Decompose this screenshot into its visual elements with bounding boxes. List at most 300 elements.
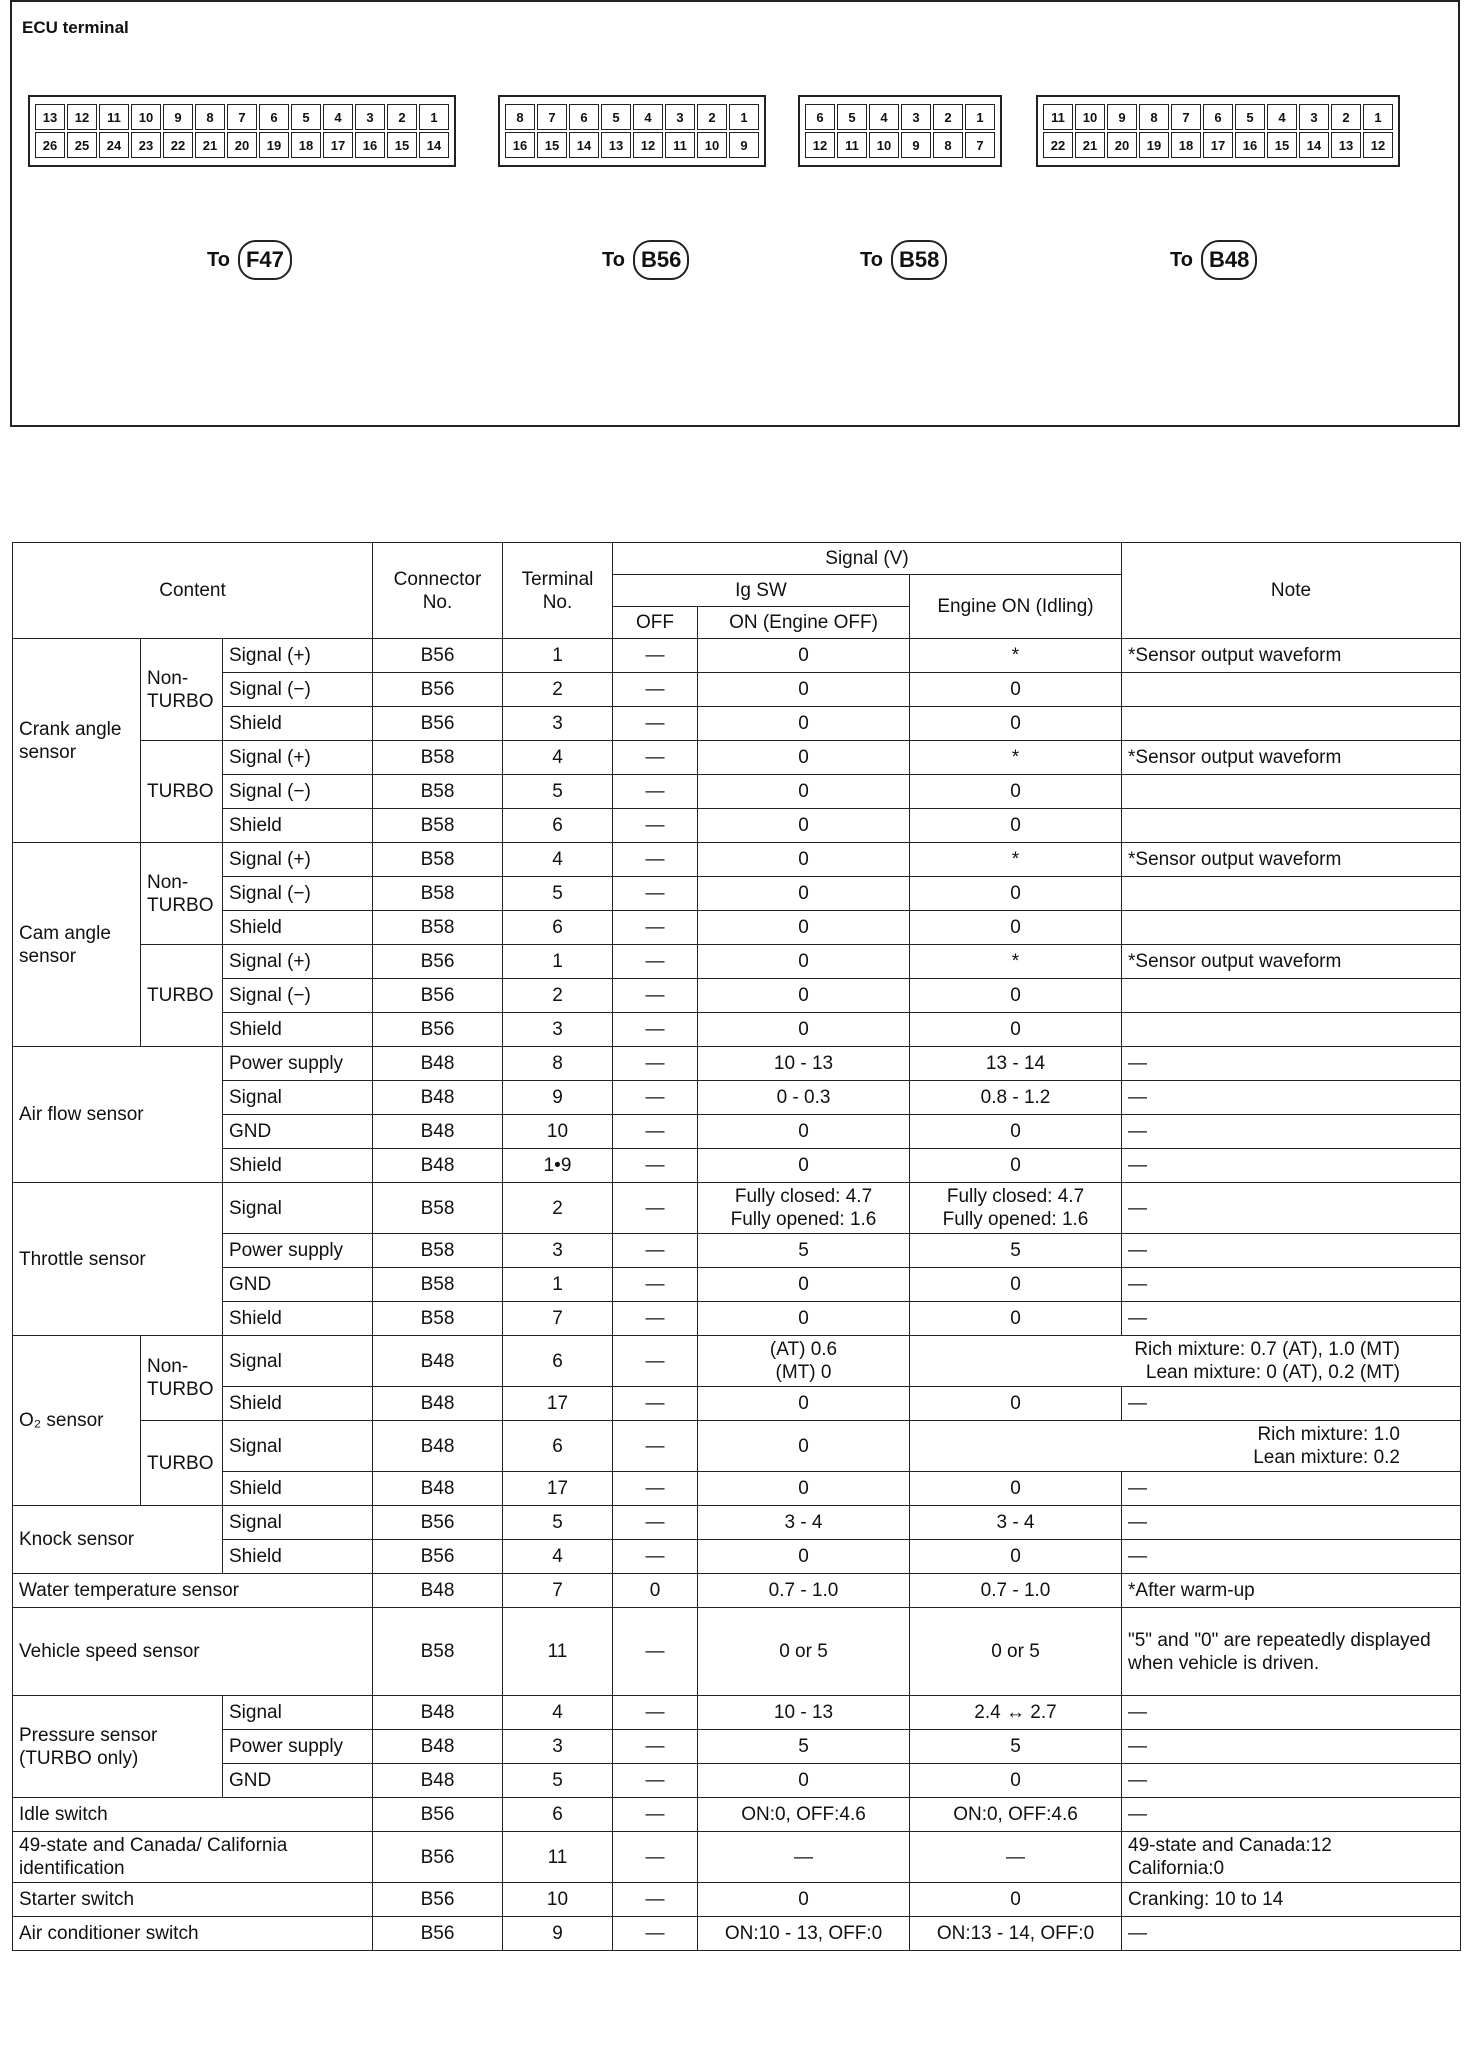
terminal-cell: 6 <box>503 809 613 843</box>
pin-row-top <box>504 103 760 131</box>
pin: 1 <box>419 104 449 130</box>
terminal-cell: 1 <box>503 945 613 979</box>
header-content: Content <box>13 543 373 639</box>
off-cell: — <box>613 979 698 1013</box>
pin: 26 <box>35 132 65 158</box>
pin-row-bottom <box>34 131 450 159</box>
pin: 4 <box>633 104 663 130</box>
terminal-cell: 11 <box>503 1832 613 1883</box>
pin: 15 <box>537 132 567 158</box>
pin-row-bottom <box>504 131 760 159</box>
pin: 8 <box>195 104 225 130</box>
connector-badge-b48: B48 <box>1201 240 1257 280</box>
item-cell: Shield <box>223 1540 373 1574</box>
table-body <box>13 639 1461 1951</box>
pin: 16 <box>505 132 535 158</box>
connector-cell: B58 <box>373 1608 503 1696</box>
pin: 16 <box>1235 132 1265 158</box>
connector-f47 <box>28 95 456 167</box>
table-row <box>13 1149 1461 1183</box>
table-row <box>13 1234 1461 1268</box>
on-engine-off-cell: 0 <box>698 1149 910 1183</box>
pin: 18 <box>1171 132 1201 158</box>
engine-on-cell: 0 <box>910 1540 1122 1574</box>
engine-on-cell: Fully closed: 4.7 Fully opened: 1.6 <box>910 1183 1122 1234</box>
header-terminal: Terminal No. <box>503 543 613 639</box>
note-cell: — <box>1122 1234 1461 1268</box>
table-row <box>13 775 1461 809</box>
off-cell: — <box>613 1608 698 1696</box>
off-cell: — <box>613 843 698 877</box>
terminal-cell: 1 <box>503 639 613 673</box>
on-engine-off-cell: 0 <box>698 1764 910 1798</box>
note-cell: *Sensor output waveform <box>1122 945 1461 979</box>
off-cell: — <box>613 1047 698 1081</box>
connector-cell: B58 <box>373 1234 503 1268</box>
off-cell: — <box>613 1149 698 1183</box>
terminal-cell: 3 <box>503 1730 613 1764</box>
item-cell: Shield <box>223 1013 373 1047</box>
table-row <box>13 1336 1461 1387</box>
pin: 24 <box>99 132 129 158</box>
group-pressure: Pressure sensor (TURBO only) <box>13 1696 223 1798</box>
connector-cell: B56 <box>373 945 503 979</box>
engine-on-cell: 0 <box>910 1764 1122 1798</box>
connector-cell: B48 <box>373 1081 503 1115</box>
off-cell: — <box>613 1798 698 1832</box>
off-cell: — <box>613 1883 698 1917</box>
off-cell: — <box>613 1730 698 1764</box>
pin: 12 <box>633 132 663 158</box>
terminal-cell: 1•9 <box>503 1149 613 1183</box>
connector-cell: B48 <box>373 1472 503 1506</box>
note-cell <box>1122 809 1461 843</box>
table-row <box>13 707 1461 741</box>
on-engine-off-cell: 0 <box>698 1268 910 1302</box>
connector-cell: B56 <box>373 1540 503 1574</box>
terminal-cell: 4 <box>503 1540 613 1574</box>
note-cell: — <box>1122 1764 1461 1798</box>
on-engine-off-cell: 0 <box>698 979 910 1013</box>
pin: 8 <box>505 104 535 130</box>
on-engine-off-cell: 10 - 13 <box>698 1047 910 1081</box>
engine-on-cell: 0 <box>910 877 1122 911</box>
terminal-cell: 17 <box>503 1387 613 1421</box>
table-row <box>13 1421 1461 1472</box>
terminal-cell: 5 <box>503 1764 613 1798</box>
to-label-f47 <box>207 240 292 280</box>
on-engine-off-cell: 0 <box>698 1387 910 1421</box>
connector-cell: B56 <box>373 639 503 673</box>
table-row <box>13 673 1461 707</box>
pin: 4 <box>1267 104 1297 130</box>
pin: 6 <box>1203 104 1233 130</box>
off-cell: — <box>613 1183 698 1234</box>
on-engine-off-cell: 0 <box>698 1472 910 1506</box>
table-row <box>13 1608 1461 1696</box>
terminal-cell: 2 <box>503 979 613 1013</box>
note-cell <box>1122 911 1461 945</box>
terminal-cell: 17 <box>503 1472 613 1506</box>
terminal-cell: 6 <box>503 1336 613 1387</box>
connector-cell: B58 <box>373 775 503 809</box>
note-cell: — <box>1122 1917 1461 1951</box>
terminal-cell: 4 <box>503 1696 613 1730</box>
terminal-cell: 4 <box>503 843 613 877</box>
on-engine-off-cell: 0 <box>698 1115 910 1149</box>
pin: 11 <box>99 104 129 130</box>
sub-non-turbo: Non-TURBO <box>141 843 223 945</box>
table-row <box>13 1387 1461 1421</box>
pin: 15 <box>1267 132 1297 158</box>
sub-turbo: TURBO <box>141 945 223 1047</box>
off-cell: — <box>613 1832 698 1883</box>
item-cell: GND <box>223 1268 373 1302</box>
pin: 14 <box>569 132 599 158</box>
on-engine-off-cell: ON:10 - 13, OFF:0 <box>698 1917 910 1951</box>
connector-cell: B58 <box>373 911 503 945</box>
item-cell: Shield <box>223 1387 373 1421</box>
connector-cell: B56 <box>373 979 503 1013</box>
pin: 6 <box>569 104 599 130</box>
engine-on-cell: Rich mixture: 1.0 Lean mixture: 0.2 <box>910 1421 1461 1472</box>
ecu-signal-table <box>12 542 1460 1951</box>
terminal-cell: 11 <box>503 1608 613 1696</box>
header-engine-on: Engine ON (Idling) <box>910 575 1122 639</box>
note-cell: *Sensor output waveform <box>1122 741 1461 775</box>
connector-b58 <box>798 95 1002 167</box>
table-row <box>13 1472 1461 1506</box>
pin: 9 <box>163 104 193 130</box>
pin: 11 <box>665 132 695 158</box>
note-cell: — <box>1122 1798 1461 1832</box>
pin: 10 <box>697 132 727 158</box>
pin-row-bottom <box>804 131 996 159</box>
connector-cell: B56 <box>373 673 503 707</box>
item-cell: Signal (−) <box>223 877 373 911</box>
connector-cell: B48 <box>373 1764 503 1798</box>
connector-b48 <box>1036 95 1400 167</box>
header-on-engine-off: ON (Engine OFF) <box>698 607 910 639</box>
pin: 7 <box>537 104 567 130</box>
group-air-flow: Air flow sensor <box>13 1047 223 1183</box>
sub-turbo: TURBO <box>141 741 223 843</box>
terminal-cell: 3 <box>503 1013 613 1047</box>
engine-on-cell: 0.7 - 1.0 <box>910 1574 1122 1608</box>
on-engine-off-cell: 0 <box>698 741 910 775</box>
engine-on-cell: 0 <box>910 1013 1122 1047</box>
pin: 19 <box>259 132 289 158</box>
on-engine-off-cell: 0 <box>698 843 910 877</box>
engine-on-cell: * <box>910 639 1122 673</box>
off-cell: — <box>613 741 698 775</box>
note-cell: 49-state and Canada:12 California:0 <box>1122 1832 1461 1883</box>
pin: 12 <box>67 104 97 130</box>
off-cell: — <box>613 1302 698 1336</box>
pin: 9 <box>729 132 759 158</box>
connector-cell: B56 <box>373 1798 503 1832</box>
connector-badge-b58: B58 <box>891 240 947 280</box>
table-row <box>13 1540 1461 1574</box>
table-row <box>13 979 1461 1013</box>
group-water: Water temperature sensor <box>13 1574 373 1608</box>
engine-on-cell: — <box>910 1832 1122 1883</box>
off-cell: — <box>613 1421 698 1472</box>
engine-on-cell: 0 <box>910 1883 1122 1917</box>
note-cell: — <box>1122 1302 1461 1336</box>
table-row <box>13 1115 1461 1149</box>
engine-on-cell: 0 or 5 <box>910 1608 1122 1696</box>
on-engine-off-cell: 5 <box>698 1234 910 1268</box>
terminal-cell: 6 <box>503 1421 613 1472</box>
off-cell: — <box>613 945 698 979</box>
off-cell: — <box>613 707 698 741</box>
engine-on-cell: 0 <box>910 1472 1122 1506</box>
item-cell: Power supply <box>223 1234 373 1268</box>
engine-on-cell: * <box>910 741 1122 775</box>
engine-on-cell: 0 <box>910 1115 1122 1149</box>
on-engine-off-cell: ON:0, OFF:4.6 <box>698 1798 910 1832</box>
off-cell: 0 <box>613 1574 698 1608</box>
connector-badge-b56: B56 <box>633 240 689 280</box>
pin: 13 <box>1331 132 1361 158</box>
engine-on-cell: 5 <box>910 1234 1122 1268</box>
item-cell: Shield <box>223 707 373 741</box>
on-engine-off-cell: 10 - 13 <box>698 1696 910 1730</box>
to-text: To <box>860 248 883 271</box>
table-row <box>13 1013 1461 1047</box>
group-knock: Knock sensor <box>13 1506 223 1574</box>
engine-on-cell: ON:0, OFF:4.6 <box>910 1798 1122 1832</box>
off-cell: — <box>613 1081 698 1115</box>
connector-cell: B48 <box>373 1421 503 1472</box>
pin: 7 <box>1171 104 1201 130</box>
pin: 3 <box>355 104 385 130</box>
note-cell: — <box>1122 1115 1461 1149</box>
connector-cell: B56 <box>373 707 503 741</box>
pin: 2 <box>933 104 963 130</box>
engine-on-cell: 2.4 ↔ 2.7 <box>910 1696 1122 1730</box>
connector-cell: B48 <box>373 1730 503 1764</box>
on-engine-off-cell: 0.7 - 1.0 <box>698 1574 910 1608</box>
item-cell: Signal <box>223 1336 373 1387</box>
pin: 1 <box>1363 104 1393 130</box>
engine-on-cell: * <box>910 843 1122 877</box>
item-cell: GND <box>223 1764 373 1798</box>
terminal-cell: 6 <box>503 1798 613 1832</box>
pin: 3 <box>1299 104 1329 130</box>
terminal-cell: 3 <box>503 1234 613 1268</box>
on-engine-off-cell: 0 <box>698 1421 910 1472</box>
pin: 3 <box>901 104 931 130</box>
off-cell: — <box>613 1268 698 1302</box>
on-engine-off-cell: 0 <box>698 1883 910 1917</box>
note-cell <box>1122 775 1461 809</box>
connector-cell: B58 <box>373 809 503 843</box>
group-ac: Air conditioner switch <box>13 1917 373 1951</box>
on-engine-off-cell: 0 - 0.3 <box>698 1081 910 1115</box>
terminal-cell: 1 <box>503 1268 613 1302</box>
pin: 9 <box>901 132 931 158</box>
on-engine-off-cell: 3 - 4 <box>698 1506 910 1540</box>
note-cell: — <box>1122 1472 1461 1506</box>
to-label-b58 <box>860 240 947 280</box>
on-engine-off-cell: (AT) 0.6 (MT) 0 <box>698 1336 910 1387</box>
item-cell: Signal <box>223 1421 373 1472</box>
note-cell: — <box>1122 1047 1461 1081</box>
engine-on-cell: * <box>910 945 1122 979</box>
pin: 4 <box>323 104 353 130</box>
connector-cell: B48 <box>373 1336 503 1387</box>
connector-cell: B58 <box>373 1268 503 1302</box>
table-row <box>13 1183 1461 1234</box>
item-cell: Signal (+) <box>223 639 373 673</box>
terminal-cell: 2 <box>503 1183 613 1234</box>
table-row <box>13 1302 1461 1336</box>
engine-on-cell: 3 - 4 <box>910 1506 1122 1540</box>
terminal-cell: 5 <box>503 775 613 809</box>
item-cell: Signal <box>223 1506 373 1540</box>
table-row <box>13 741 1461 775</box>
on-engine-off-cell: 0 <box>698 1540 910 1574</box>
connector-cell: B48 <box>373 1149 503 1183</box>
pin: 1 <box>965 104 995 130</box>
on-engine-off-cell: 0 <box>698 911 910 945</box>
group-ident: 49-state and Canada/ California identification <box>13 1832 373 1883</box>
engine-on-cell: 0 <box>910 1149 1122 1183</box>
engine-on-cell: 0 <box>910 979 1122 1013</box>
terminal-cell: 5 <box>503 877 613 911</box>
note-cell: — <box>1122 1696 1461 1730</box>
on-engine-off-cell: 0 <box>698 809 910 843</box>
pin: 5 <box>601 104 631 130</box>
header-off: OFF <box>613 607 698 639</box>
engine-on-cell: 0 <box>910 1268 1122 1302</box>
item-cell: Power supply <box>223 1047 373 1081</box>
pin: 7 <box>227 104 257 130</box>
on-engine-off-cell: 0 <box>698 1013 910 1047</box>
pin: 22 <box>1043 132 1073 158</box>
table-row <box>13 1730 1461 1764</box>
on-engine-off-cell: — <box>698 1832 910 1883</box>
off-cell: — <box>613 1764 698 1798</box>
note-cell: *Sensor output waveform <box>1122 639 1461 673</box>
note-cell: *Sensor output waveform <box>1122 843 1461 877</box>
group-vss: Vehicle speed sensor <box>13 1608 373 1696</box>
terminal-cell: 2 <box>503 673 613 707</box>
on-engine-off-cell: 0 or 5 <box>698 1608 910 1696</box>
pin: 21 <box>1075 132 1105 158</box>
off-cell: — <box>613 775 698 809</box>
connector-cell: B58 <box>373 1183 503 1234</box>
pin: 17 <box>323 132 353 158</box>
table-row <box>13 1832 1461 1883</box>
item-cell: Signal <box>223 1081 373 1115</box>
table-row <box>13 1917 1461 1951</box>
engine-on-cell: 0 <box>910 1387 1122 1421</box>
engine-on-cell: 0 <box>910 809 1122 843</box>
note-cell: Cranking: 10 to 14 <box>1122 1883 1461 1917</box>
to-label-b56 <box>602 240 689 280</box>
table-row <box>13 639 1461 673</box>
item-cell: Signal (−) <box>223 775 373 809</box>
on-engine-off-cell: 0 <box>698 945 910 979</box>
off-cell: — <box>613 1336 698 1387</box>
note-cell: — <box>1122 1506 1461 1540</box>
pin-row-bottom <box>1042 131 1394 159</box>
table-row <box>13 945 1461 979</box>
pin: 13 <box>35 104 65 130</box>
off-cell: — <box>613 809 698 843</box>
connector-cell: B48 <box>373 1696 503 1730</box>
pin: 5 <box>837 104 867 130</box>
item-cell: Signal <box>223 1183 373 1234</box>
off-cell: — <box>613 639 698 673</box>
header-connector: Connector No. <box>373 543 503 639</box>
pin: 5 <box>1235 104 1265 130</box>
table-row <box>13 877 1461 911</box>
off-cell: — <box>613 1387 698 1421</box>
connector-cell: B56 <box>373 1883 503 1917</box>
on-engine-off-cell: 0 <box>698 877 910 911</box>
terminal-cell: 10 <box>503 1115 613 1149</box>
terminal-cell: 4 <box>503 741 613 775</box>
group-crank: Crank angle sensor <box>13 639 141 843</box>
table-row <box>13 1574 1461 1608</box>
pin: 6 <box>805 104 835 130</box>
off-cell: — <box>613 911 698 945</box>
pin: 1 <box>729 104 759 130</box>
pin-row-top <box>1042 103 1394 131</box>
off-cell: — <box>613 1115 698 1149</box>
pin: 6 <box>259 104 289 130</box>
terminal-cell: 6 <box>503 911 613 945</box>
on-engine-off-cell: 0 <box>698 673 910 707</box>
connector-cell: B48 <box>373 1115 503 1149</box>
to-text: To <box>1170 248 1193 271</box>
group-idle: Idle switch <box>13 1798 373 1832</box>
note-cell: — <box>1122 1268 1461 1302</box>
table-row <box>13 1047 1461 1081</box>
group-throttle: Throttle sensor <box>13 1183 223 1336</box>
note-cell: — <box>1122 1730 1461 1764</box>
table-row <box>13 1696 1461 1730</box>
item-cell: Signal (−) <box>223 673 373 707</box>
on-engine-off-cell: 0 <box>698 639 910 673</box>
terminal-cell: 7 <box>503 1574 613 1608</box>
sub-non-turbo: Non-TURBO <box>141 639 223 741</box>
note-cell: "5" and "0" are repeatedly displayed when vehicle is driven. <box>1122 1608 1461 1696</box>
header-note: Note <box>1122 543 1461 639</box>
to-text: To <box>207 248 230 271</box>
engine-on-cell: 13 - 14 <box>910 1047 1122 1081</box>
engine-on-cell: Rich mixture: 0.7 (AT), 1.0 (MT) Lean mixture: 0 (AT), 0.2 (MT) <box>910 1336 1461 1387</box>
pin: 5 <box>291 104 321 130</box>
pin: 10 <box>1075 104 1105 130</box>
off-cell: — <box>613 1234 698 1268</box>
connector-cell: B58 <box>373 877 503 911</box>
pin: 25 <box>67 132 97 158</box>
pin: 18 <box>291 132 321 158</box>
connector-cell: B56 <box>373 1013 503 1047</box>
pin: 22 <box>163 132 193 158</box>
engine-on-cell: 0 <box>910 1302 1122 1336</box>
pin: 19 <box>1139 132 1169 158</box>
table-row <box>13 911 1461 945</box>
on-engine-off-cell: 0 <box>698 707 910 741</box>
table-row <box>13 1081 1461 1115</box>
engine-on-cell: 0 <box>910 911 1122 945</box>
